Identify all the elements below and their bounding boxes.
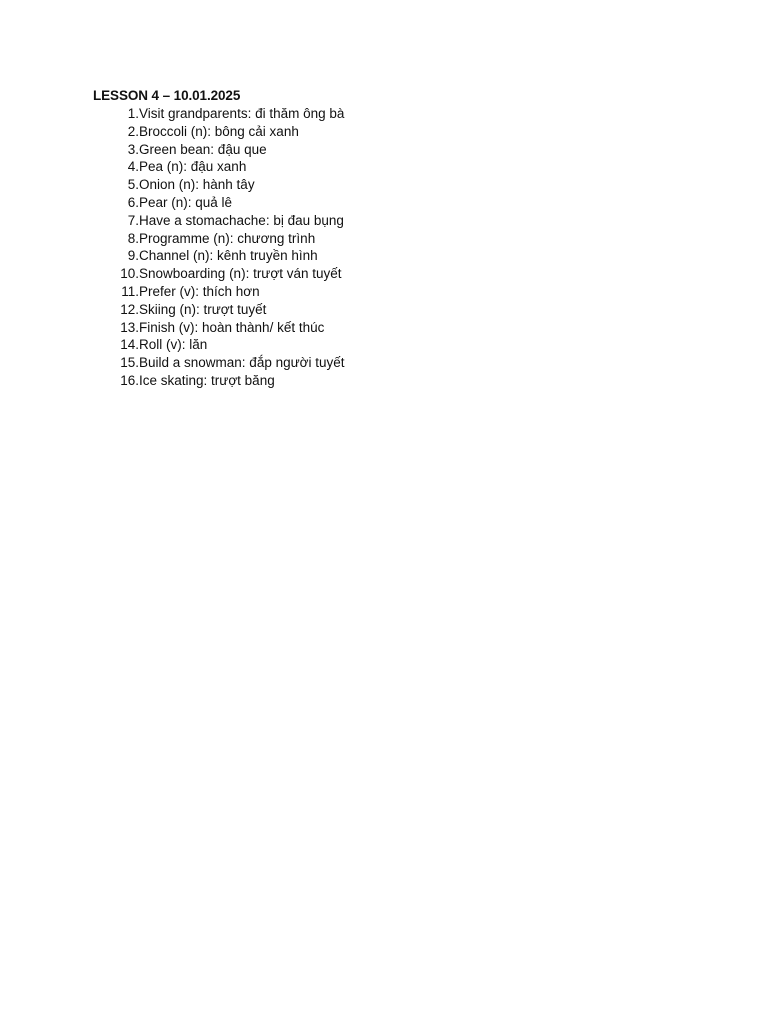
list-item-number: 2. [127, 123, 139, 139]
list-item [93, 123, 693, 141]
list-item-text: Prefer (v): thích hơn [139, 283, 260, 299]
list-item-number: 16. [120, 372, 139, 388]
list-item [93, 230, 693, 248]
lesson-title: LESSON 4 – 10.01.2025 [93, 88, 241, 103]
list-item-text: Pea (n): đậu xanh [139, 159, 247, 175]
list-item [93, 336, 693, 354]
list-item-number: 4. [127, 159, 139, 175]
list-item [93, 212, 693, 230]
document-content [93, 87, 693, 390]
list-item [93, 247, 693, 265]
list-item [93, 105, 693, 123]
list-item-text: Finish (v): hoàn thành/ kết thúc [139, 319, 325, 335]
list-item [93, 141, 693, 159]
list-item-number: 14. [120, 337, 139, 353]
list-item-text: Channel (n): kênh truyền hình [139, 248, 318, 264]
list-item-text: Ice skating: trượt băng [139, 372, 275, 388]
list-item-text: Skiing (n): trượt tuyết [139, 301, 267, 317]
list-item-number: 1. [127, 106, 139, 121]
vocabulary-list [93, 105, 693, 390]
list-item [93, 319, 693, 337]
list-item-text: Visit grandparents: đi thăm ông bà [139, 106, 345, 121]
list-item-text: Onion (n): hành tây [139, 177, 255, 193]
list-item [93, 158, 693, 176]
list-item-number: 8. [127, 230, 139, 246]
list-item-text: Snowboarding (n): trượt ván tuyết [139, 266, 342, 282]
list-item-number: 10. [120, 266, 139, 282]
list-item-number: 7. [127, 212, 139, 228]
list-item-number: 13. [120, 319, 139, 335]
list-item [93, 372, 693, 390]
list-item-number: 9. [127, 248, 139, 264]
list-item-text: Broccoli (n): bông cải xanh [139, 123, 299, 139]
list-item [93, 265, 693, 283]
list-item [93, 283, 693, 301]
list-item-text: Build a snowman: đắp người tuyết [139, 355, 345, 371]
list-item-text: Green bean: đậu que [139, 141, 267, 157]
list-item-number: 15. [120, 355, 139, 371]
list-item-number: 3. [127, 141, 139, 157]
list-item-text: Programme (n): chương trình [139, 230, 316, 246]
list-item-number: 6. [127, 194, 139, 210]
list-item-text: Roll (v): lăn [139, 337, 208, 353]
list-item [93, 354, 693, 372]
list-item [93, 176, 693, 194]
list-item-number: 12. [120, 301, 139, 317]
list-item-number: 11. [121, 283, 139, 299]
list-item [93, 194, 693, 212]
list-item-text: Pear (n): quả lê [139, 194, 233, 210]
list-item-text: Have a stomachache: bị đau bụng [139, 212, 344, 228]
list-item [93, 301, 693, 319]
list-item-number: 5. [127, 177, 139, 193]
